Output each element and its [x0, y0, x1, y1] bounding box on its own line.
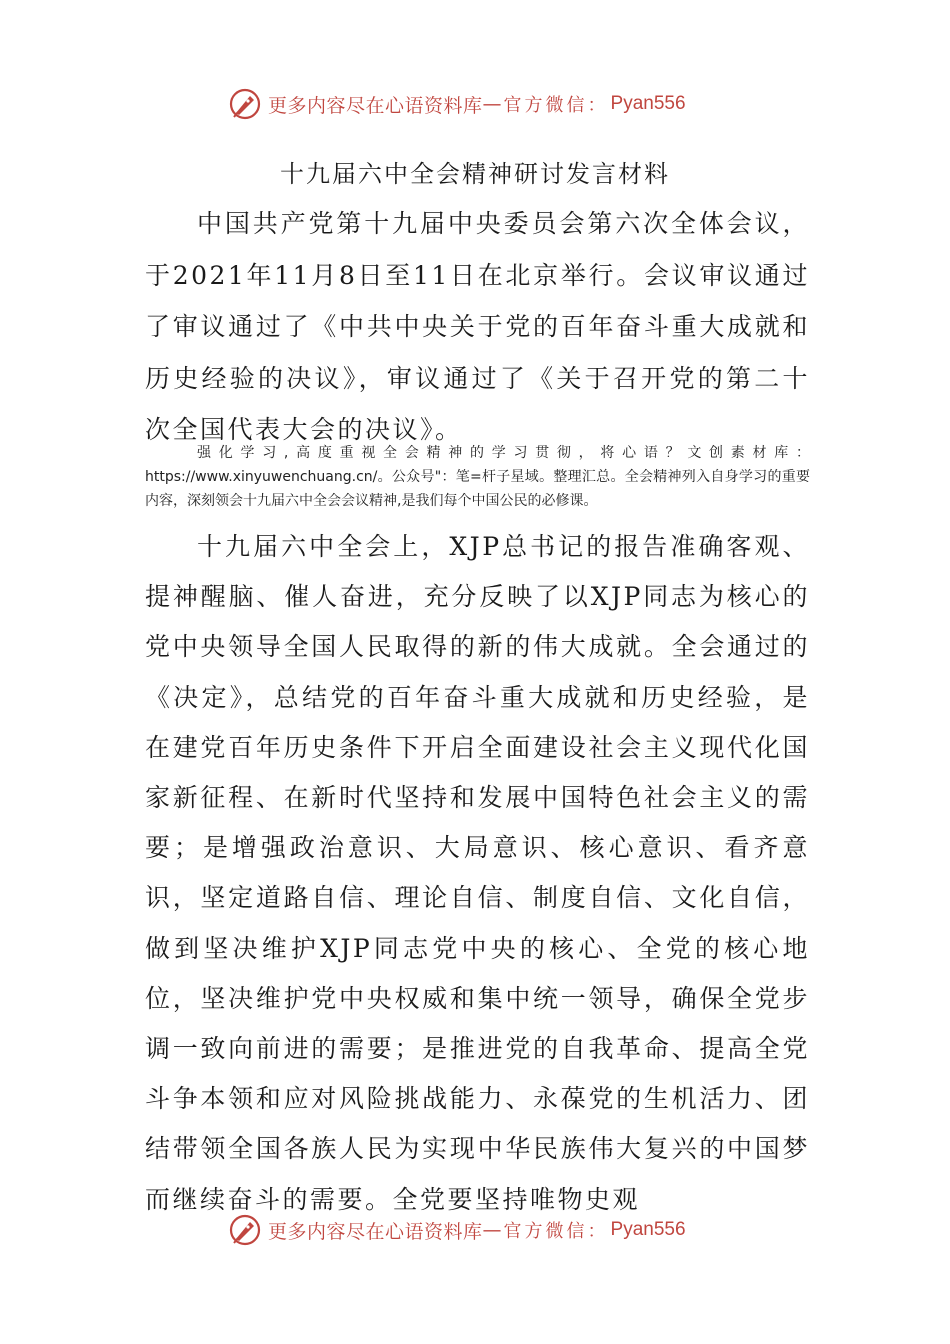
banner-separator: —: [482, 1219, 502, 1241]
banner-wechat-id: Pyan556: [610, 1219, 686, 1240]
inserted-note: 强化学习,高度重视全会精神的学习贯彻，将心语？文创素材库：https://www.xinyuwenchuang.cn/。公众号"：笔=杆子星域。整理汇总。全会精神列入自身学习的重要内容，深刻领会十九届六中全会会议精神,是我们每个中国公民的必修课。: [145, 445, 810, 509]
footer-banner: [228, 1210, 686, 1250]
pen-nib-circle-icon: [228, 87, 262, 121]
banner-slogan: 更多内容尽在心语资料库: [268, 1220, 483, 1243]
banner-slogan: 更多内容尽在心语资料库: [268, 94, 483, 117]
paragraph-2: 十九届六中全会上，XJP总书记的报告准确客观、提神醒脑、催人奋进，充分反映了以XJP同志为核心的党中央领导全国人民取得的新的伟大成就。全会通过的《决定》，总结党的百年奋斗重大成就和历史经验，是在建党百年历史条件下开启全面建设社会主义现代化国家新征程、在新时代坚持和发展中国特色社会主义的需要；是增强政治意识、大局意识、核心意识、看齐意识，坚定道路自信、理论自信、制度自信、文化自信，做到坚决维护XJP同志党中央的核心、全党的核心地位，坚决维护党中央权威和集中统一领导，确保全党步调一致向前进的需要；是推进党的自我革命、提高全党斗争本领和应对风险挑战能力、永葆党的生机活力、团结带领全国各族人民为实现中华民族伟大复兴的中国梦而继续奋斗的需要。全党要坚持唯物史观: [145, 532, 810, 1214]
document-title: 十九届六中全会精神研讨发言材料: [280, 160, 670, 188]
paragraph-1: 中国共产党第十九届中央委员会第六次全体会议，于2021年11月8日至11日在北京举行。会议审议通过了审议通过了《中共中央关于党的百年奋斗重大成就和历史经验的决议》，审议通过了《关于召开党的第二十次全国代表大会的决议》。: [145, 209, 810, 444]
banner-wechat-label: 官方微信：: [503, 95, 609, 116]
banner-separator: —: [482, 93, 502, 115]
header-banner: [228, 84, 686, 124]
pen-nib-circle-icon: [228, 1213, 262, 1247]
banner-wechat-id: Pyan556: [610, 93, 686, 114]
banner-wechat-label: 官方微信：: [503, 1221, 609, 1242]
